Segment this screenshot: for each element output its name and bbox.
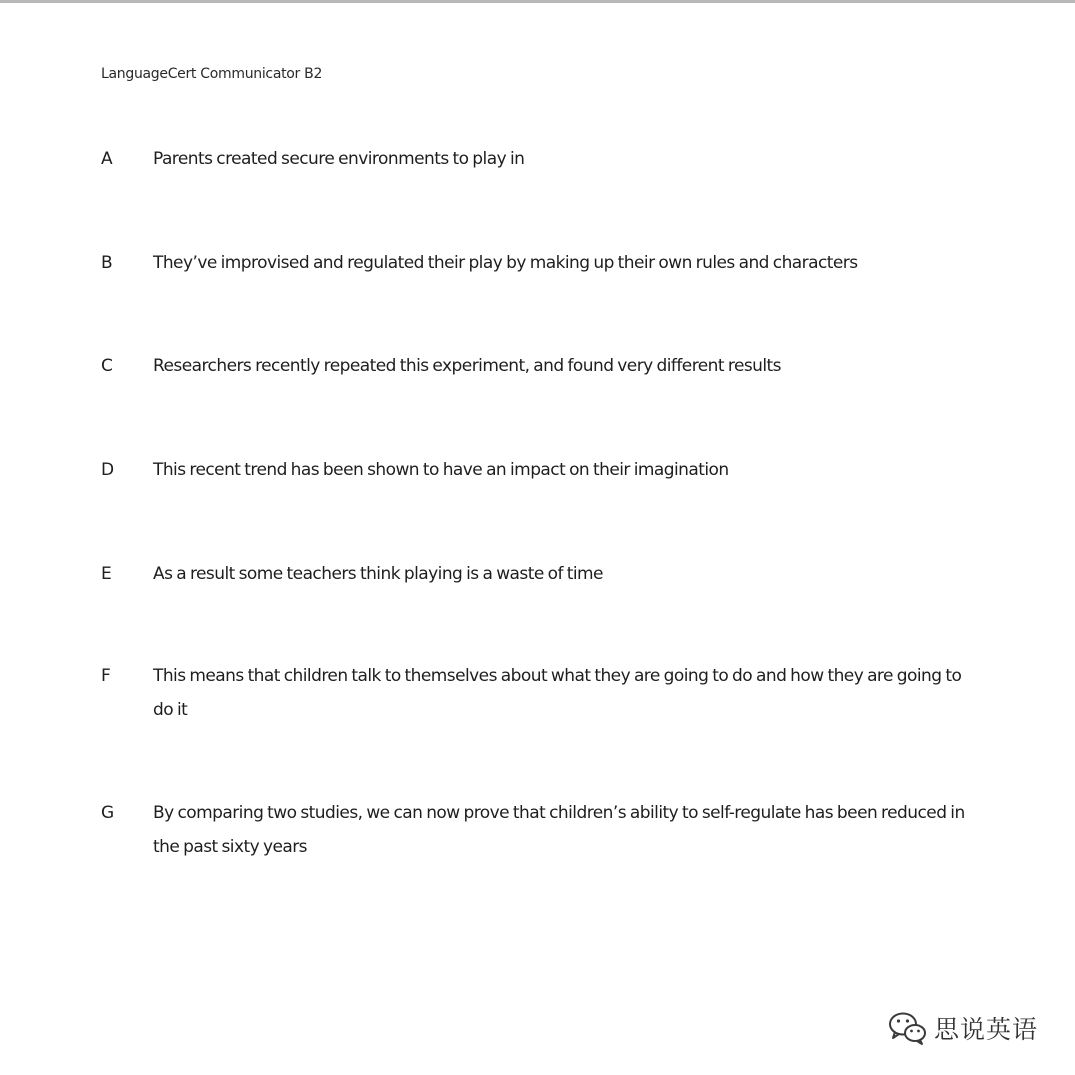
document-header: LanguageCert Communicator B2	[101, 66, 323, 82]
option-letter: B	[101, 253, 113, 273]
option-text: Researchers recently repeated this experiment, and found very different results	[153, 356, 781, 376]
option-text: They’ve improvised and regulated their play by making up their own rules and characters	[153, 253, 858, 273]
watermark	[888, 1010, 1038, 1046]
option-text: By comparing two studies, we can now prove that children’s ability to self-regulate has been reduced in the past sixty years	[153, 803, 965, 857]
option-text: Parents created secure environments to play in	[153, 149, 525, 169]
wechat-icon	[888, 1010, 928, 1046]
option-letter: A	[101, 149, 113, 169]
option-letter: G	[101, 803, 115, 823]
option-letter: E	[101, 564, 112, 584]
option-text: This recent trend has been shown to have an impact on their imagination	[153, 460, 729, 480]
option-letter: F	[101, 666, 111, 686]
option-letter: C	[101, 356, 113, 376]
top-border	[0, 0, 1075, 3]
option-text: As a result some teachers think playing is a waste of time	[153, 564, 603, 584]
option-letter: D	[101, 460, 115, 480]
option-text: This means that children talk to themselves about what they are going to do and how they are going to do it	[153, 666, 962, 720]
watermark-text: 思说英语	[934, 1015, 1039, 1044]
